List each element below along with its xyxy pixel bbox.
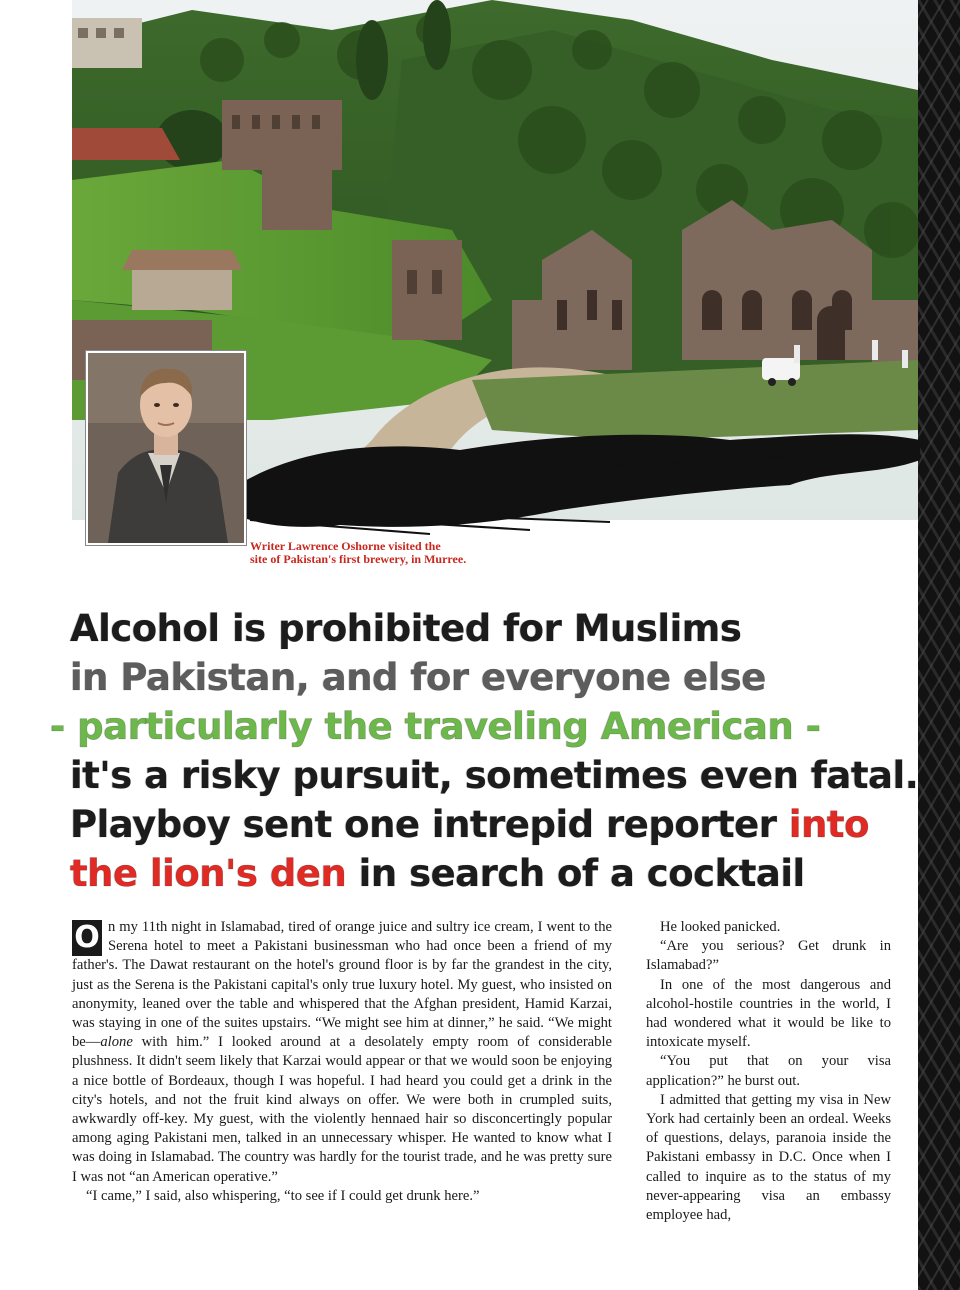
headline-line-5-red: into [788, 803, 870, 846]
drop-cap: O [72, 920, 102, 956]
decorative-side-strip [918, 0, 960, 1290]
headline-line-3: - particularly the traveling American - [50, 705, 821, 748]
headline-line-6-red: the lion's den [70, 852, 347, 895]
article-column-1 [72, 918, 612, 1206]
article-paragraph: “You put that on your visa application?” he burst out. [646, 1053, 891, 1089]
headline-line-5-dark: Playboy sent one intrepid reporter [70, 803, 789, 846]
emphasis-text: alone [100, 1034, 133, 1051]
article-paragraph: In one of the most dangerous and alcohol-hostile countries in the world, I had wondered what it would be like to intoxicate myself. [646, 976, 891, 1051]
caption-line-1: Writer Lawrence Oshorne visited the [250, 539, 441, 553]
writer-portrait-photo [86, 351, 246, 545]
headline [50, 604, 919, 898]
article-paragraph [72, 918, 612, 1187]
headline-line-1: Alcohol is prohibited for Muslims [70, 607, 742, 650]
headline-line-2: in Pakistan, and for everyone else [70, 656, 766, 699]
article-paragraph: “Are you serious? Get drunk in Islamabad?” [646, 938, 891, 974]
headline-line-5 [70, 800, 890, 849]
caption-line-2: site of Pakistan's first brewery, in Murree. [250, 552, 467, 566]
photo-caption [250, 540, 550, 566]
article-paragraph: I admitted that getting my visa in New York had certainly been an ordeal. Weeks of questions, delays, paranoia inside the Pakistani embassy in D.C. Once when I called to inquire as to the status of my never-appearing visa an embassy employee had, [646, 1091, 891, 1224]
headline-line-6 [70, 849, 890, 898]
headline-line-4: it's a risky pursuit, sometimes even fatal. [70, 754, 919, 797]
paragraph-text: n my 11th night in Islamabad, tired of orange juice and sultry ice cream, I went to the Serena hotel to meet a Pakistani businessman who had once been a friend of my father's. The Dawat restaurant on the hotel's ground floor is by far the grandest in the city, just as the Serena is the Pakistani capital's only true luxury hotel. My guest, who insisted on anonymity, leaned over the table and whispered that the Afghan president, Hamid Karzai, was staying in one of the suites upstairs. “We might see him at dinner,” he said. “We might be— [72, 919, 612, 1051]
article-paragraph: “I came,” I said, also whispering, “to see if I could get drunk here.” [86, 1187, 480, 1204]
brush-stroke-decoration [230, 430, 920, 540]
paragraph-text-cont: with him.” I looked around at a desolately empty room of considerable plushness. It didn't seem likely that Karzai would appear or that we would soon be enjoying a nice bottle of Bordeaux, though I was hopeful. I had heard you could get a drink in the city's hotels, and not the fruit kind always on offer. We were both in crumpled suits, awkwardly off-key. My guest, with the violently hennaed hair so disconcertingly popular among aging Pakistani men, talked in an unnecessary whisper. He wanted to know what I was doing in Islamabad. The country was hardly for the tourist trade, and he was pretty sure I was not “an American operative.” [72, 1034, 612, 1185]
article-column-2 [646, 918, 891, 1225]
headline-line-6-dark: in search of a cocktail [346, 852, 805, 895]
article-paragraph: He looked panicked. [660, 919, 781, 935]
